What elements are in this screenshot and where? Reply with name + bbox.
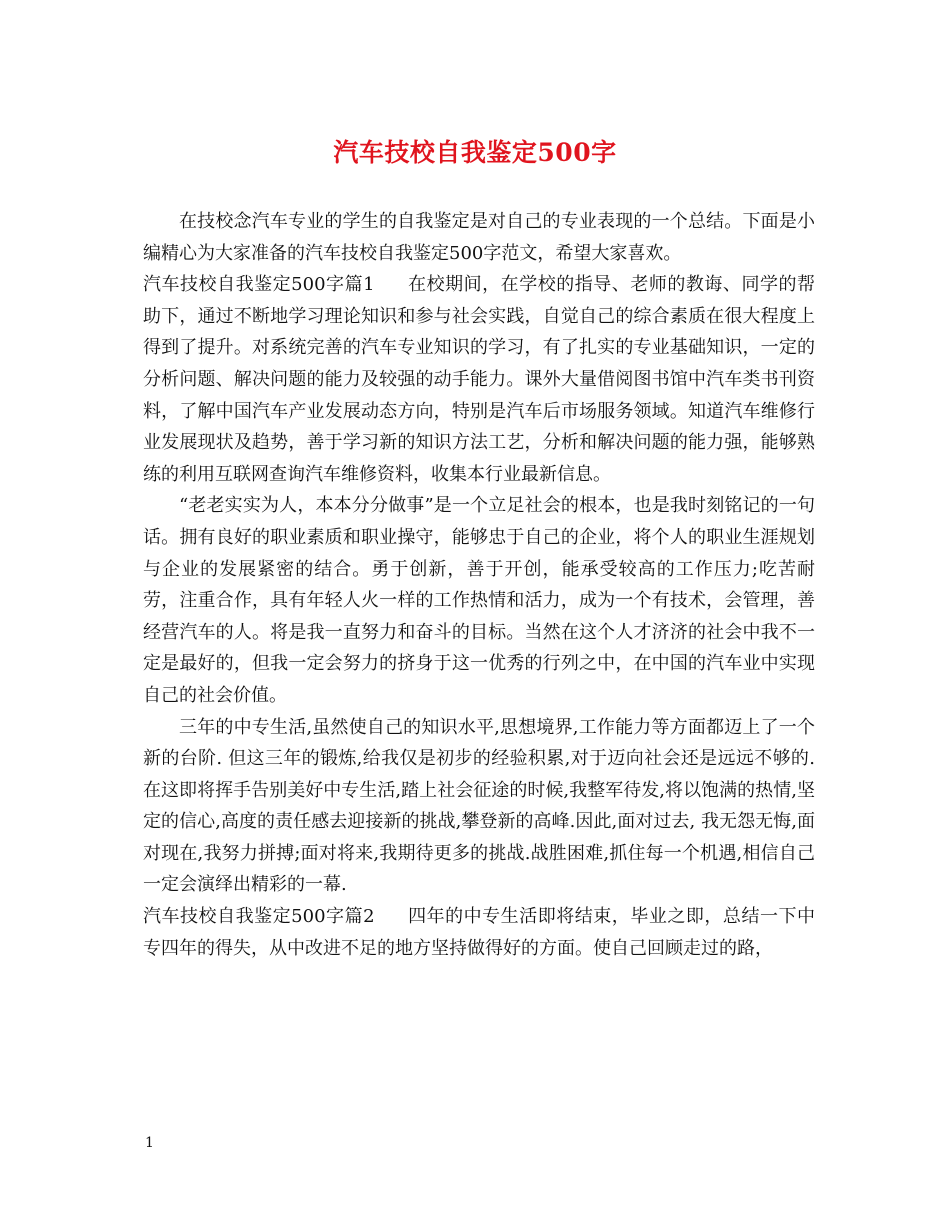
page-number: 1 <box>145 1135 154 1151</box>
section1-text: 在校期间，在学校的指导、老师的教诲、同学的帮助下，通过不断地学习理论知识和参与社会实践，自觉自己的综合素质在很大程度上得到了提升。对系统完善的汽车专业知识的学习，有了扎实的专业基础知识，一定的分析问题、解决问题的能力及较强的动手能力。课外大量借阅图书馆中汽车类书刊资料，了解中国汽车产业发展动态方向，特别是汽车后市场服务领域。知道汽车维修行业发展现状及趋势，善于学习新的知识方法工艺，分析和解决问题的能力强，能够熟练的利用互联网查询汽车维修资料，收集本行业最新信息。 <box>143 274 816 485</box>
section2-heading: 汽车技校自我鉴定500字篇2 <box>143 906 375 928</box>
section1-paragraph <box>143 269 815 490</box>
intro-paragraph: 在技校念汽车专业的学生的自我鉴定是对自己的专业表现的一个总结。下面是小编精心为大家准备的汽车技校自我鉴定500字范文，希望大家喜欢。 <box>143 211 815 264</box>
section2-paragraph <box>143 901 815 964</box>
section1-heading: 汽车技校自我鉴定500字篇1 <box>143 274 375 296</box>
paragraph-3: 三年的中专生活,虽然使自己的知识水平,思想境界,工作能力等方面都迈上了一个新的台阶. 但这三年的锻炼,给我仅是初步的经验积累,对于迈向社会还是远远不够的.在这即将挥手告别美好中专生活,踏上社会征途的时候,我整军待发,将以饱满的热情,坚定的信心,高度的责任感去迎接新的挑战,攀登新的高峰.因此,面对过去, 我无怨无悔,面对现在,我努力拼搏;面对将来,我期待更多的挑战.战胜困难,抓住每一个机遇,相信自己一定会演绎出精彩的一幕. <box>143 716 815 896</box>
paragraph-2: “老老实实为人，本本分分做事”是一个立足社会的根本，也是我时刻铭记的一句话。拥有良好的职业素质和职业操守，能够忠于自己的企业，将个人的职业生涯规划与企业的发展紧密的结合。勇于创新，善于开创，能承受较高的工作压力;吃苦耐劳，注重合作，具有年轻人火一样的工作热情和活力，成为一个有技术，会管理，善经营汽车的人。将是我一直努力和奋斗的目标。当然在这个人才济济的社会中我不一定是最好的，但我一定会努力的挤身于这一优秀的行列之中，在中国的汽车业中实现自己的社会价值。 <box>143 495 815 706</box>
document-body <box>143 206 815 964</box>
section2-text: 四年的中专生活即将结束，毕业之即，总结一下中专四年的得失，从中改进不足的地方坚持做得好的方面。使自己回顾走过的路， <box>143 906 816 959</box>
document-title: 汽车技校自我鉴定500字 <box>333 138 617 167</box>
